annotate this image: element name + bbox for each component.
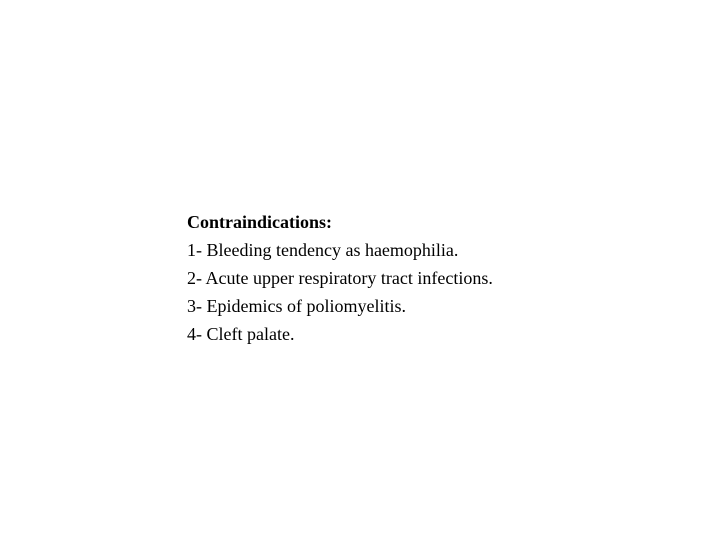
contraindication-item: 1- Bleeding tendency as haemophilia. bbox=[187, 240, 459, 260]
contraindication-item: 2- Acute upper respiratory tract infections. bbox=[187, 268, 493, 288]
contraindication-item: 3- Epidemics of poliomyelitis. bbox=[187, 296, 406, 316]
contraindications-heading: Contraindications: bbox=[187, 212, 333, 232]
contraindications-block bbox=[187, 208, 667, 348]
contraindication-item: 4- Cleft palate. bbox=[187, 324, 295, 344]
